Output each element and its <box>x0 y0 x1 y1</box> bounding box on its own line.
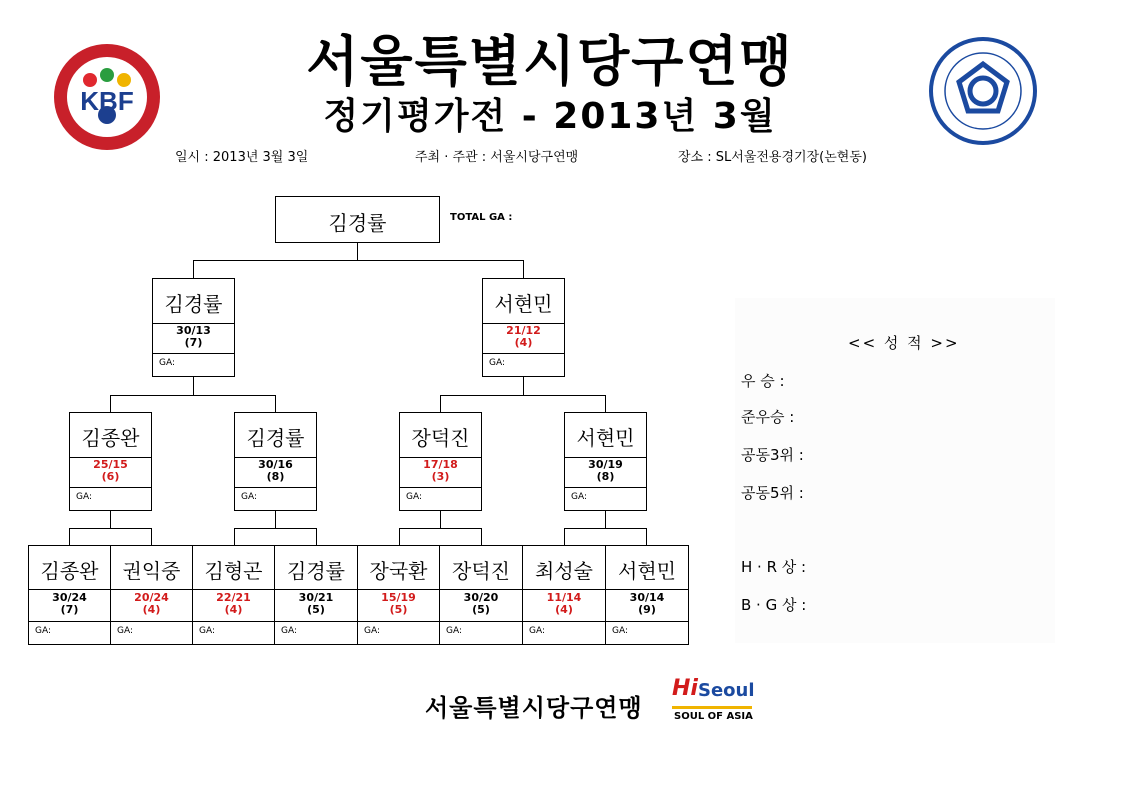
match-score: 30/20 <box>463 591 499 604</box>
match-innings: (4) <box>142 603 161 616</box>
hi-seoul-seoul: Seoul <box>698 680 755 701</box>
player-name: 장국환 <box>369 559 428 583</box>
hi-seoul-hi: Hi <box>672 676 698 701</box>
match-innings: (7) <box>60 603 79 616</box>
match-innings: (9) <box>638 603 656 616</box>
hi-seoul-tagline: SOUL OF ASIA <box>674 711 753 722</box>
first-round-box <box>605 545 689 645</box>
match-score: 30/24 <box>52 591 87 604</box>
match-score: 30/16 <box>258 458 293 471</box>
match-innings: (3) <box>431 470 450 483</box>
result-winner: 우 승 : <box>741 372 785 390</box>
match-innings: (5) <box>389 603 408 616</box>
player-name: 최성술 <box>535 559 593 583</box>
ga-label: GA: <box>281 626 298 636</box>
player-name: 김종완 <box>81 426 140 450</box>
kbf-logo-text: KBF <box>80 86 134 116</box>
match-score: 21/12 <box>506 324 541 337</box>
match-score: 22/21 <box>216 591 251 604</box>
first-round-box <box>522 545 606 645</box>
ga-label: GA: <box>612 626 629 636</box>
match-innings: (7) <box>184 336 203 349</box>
ga-label: GA: <box>406 492 423 502</box>
match-score: 30/14 <box>629 591 665 604</box>
match-innings: (5) <box>307 603 325 616</box>
first-round-box <box>28 545 111 645</box>
match-score: 25/15 <box>93 458 128 471</box>
first-round-box <box>110 545 193 645</box>
player-name: 김경률 <box>287 559 345 583</box>
event-host: 주최 · 주관 : 서울시당구연맹 <box>415 150 579 165</box>
ga-label: GA: <box>159 358 176 368</box>
ga-label: GA: <box>241 492 258 502</box>
ga-label: GA: <box>571 492 588 502</box>
event-date: 일시 : 2013년 3월 3일 <box>175 150 309 165</box>
ga-label: GA: <box>364 626 381 636</box>
hi-seoul-logo <box>668 674 760 724</box>
match-score: 30/13 <box>176 324 211 337</box>
player-name: 김경률 <box>164 292 223 316</box>
footer-org-name: 서울특별시당구연맹 <box>425 694 643 722</box>
match-score: 11/14 <box>546 591 582 604</box>
page-subtitle: 정기평가전 - 2013년 3월 <box>323 96 777 137</box>
ga-label: GA: <box>76 492 93 502</box>
first-round-box <box>439 545 523 645</box>
match-innings: (8) <box>266 470 285 483</box>
first-round-box <box>357 545 440 645</box>
match-score: 15/19 <box>381 591 416 604</box>
quarter-match-box <box>564 412 647 511</box>
champion-name: 김경률 <box>328 211 387 235</box>
match-score: 17/18 <box>423 458 458 471</box>
quarter-match-box <box>234 412 317 511</box>
match-innings: (6) <box>101 470 120 483</box>
ga-label: GA: <box>446 626 463 636</box>
semi-match-box <box>152 278 235 377</box>
player-name: 장덕진 <box>452 559 510 583</box>
match-score: 30/19 <box>588 458 623 471</box>
player-name: 김형곤 <box>204 559 263 583</box>
first-round-box <box>192 545 275 645</box>
result-joint-third: 공동3위 : <box>741 446 804 464</box>
match-score: 20/24 <box>134 591 169 604</box>
player-name: 김경률 <box>246 426 305 450</box>
player-name: 서현민 <box>494 292 553 316</box>
total-ga-label: TOTAL GA : <box>450 212 513 223</box>
award-high-run: H · R 상 : <box>741 558 807 576</box>
ga-label: GA: <box>117 626 134 636</box>
player-name: 권익중 <box>122 559 181 583</box>
event-venue: 장소 : SL서울전용경기장(논현동) <box>678 150 867 165</box>
ga-label: GA: <box>489 358 506 368</box>
match-innings: (5) <box>472 603 490 616</box>
quarter-match-box <box>399 412 482 511</box>
semi-match-box <box>482 278 565 377</box>
player-name: 장덕진 <box>411 426 470 450</box>
champion-box <box>275 196 440 243</box>
match-score: 30/21 <box>298 591 334 604</box>
match-innings: (8) <box>596 470 615 483</box>
award-best-game: B · G 상 : <box>741 596 807 614</box>
page-title: 서울특별시당구연맹 <box>306 30 794 93</box>
results-panel <box>735 298 1055 643</box>
result-joint-fifth: 공동5위 : <box>741 484 804 502</box>
results-title: << 성 적 >> <box>848 334 960 352</box>
match-innings: (4) <box>224 603 243 616</box>
ga-label: GA: <box>199 626 216 636</box>
ga-label: GA: <box>35 626 52 636</box>
match-innings: (4) <box>555 603 573 616</box>
first-round-box <box>274 545 358 645</box>
player-name: 서현민 <box>576 426 635 450</box>
result-runner-up: 준우승 : <box>741 408 795 426</box>
match-innings: (4) <box>514 336 533 349</box>
player-name: 김종완 <box>40 559 99 583</box>
player-name: 서현민 <box>618 559 676 583</box>
quarter-match-box <box>69 412 152 511</box>
ga-label: GA: <box>529 626 546 636</box>
